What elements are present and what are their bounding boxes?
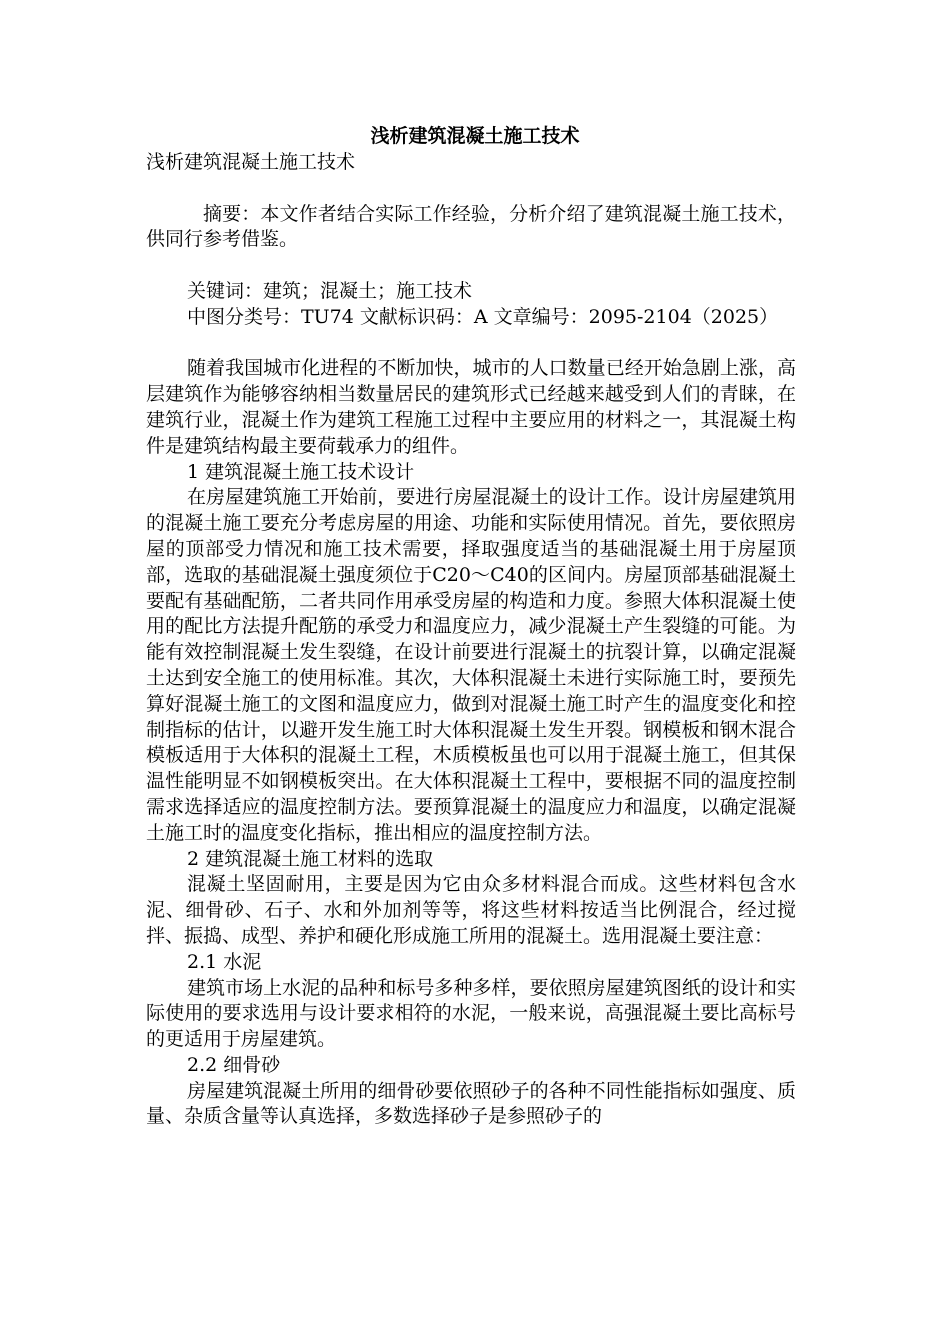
paragraph-section-2: 混凝土坚固耐用，主要是因为它由众多材料混合而成。这些材料包含水泥、细骨砂、石子、水和外加剂等等，将这些材料按适当比例混合，经过搅拌、振捣、成型、养护和硬化形成施工所用的混凝土。选用混凝土要注意： xyxy=(146,873,796,947)
subsection-heading-2-1: 2.1 水泥 xyxy=(187,950,262,973)
spacer xyxy=(146,176,796,202)
classification-line: 中图分类号：TU74 文献标识码：A 文章编号：2095-2104（2025） xyxy=(187,305,779,328)
paragraph-section-1: 在房屋建筑施工开始前，要进行房屋混凝土的设计工作。设计房屋建筑用的混凝土施工要充分考虑房屋的用途、功能和实际使用情况。首先，要依照房屋的顶部受力情况和施工技术需要，择取强度适当的基础混凝土用于房屋顶部，选取的基础混凝土强度须位于C20～C40的区间内。房屋顶部基础混凝土要配有基础配筋，二者共同作用承受房屋的构造和力度。参照大体积混凝土使用的配比方法提升配筋的承受力和温度应力，减少混凝土产生裂缝的可能。为能有效控制混凝土发生裂缝，在设计前要进行混凝土的抗裂计算，以确定混凝土达到安全施工的使用标准。其次，大体积混凝土未进行实际施工时，要预先算好混凝土施工的文图和温度应力，做到对混凝土施工时产生的温度变化和控制指标的估计，以避开发生施工时大体积混凝土发生开裂。钢模板和钢木混合模板适用于大体积的混凝土工程，木质模板虽也可以用于混凝土施工，但其保温性能明显不如钢模板突出。在大体积混凝土工程中，要根据不同的温度控制需求选择适应的温度控制方法。要预算混凝土的温度应力和温度，以确定混凝土施工时的温度变化指标，推出相应的温度控制方法。 xyxy=(146,486,796,844)
paragraph-cement: 建筑市场上水泥的品种和标号多种多样，要依照房屋建筑图纸的设计和实际使用的要求选用与设计要求相符的水泥，一般来说，高强混凝土要比高标号的更适用于房屋建筑。 xyxy=(146,976,796,1051)
spacer xyxy=(146,331,796,357)
document-subtitle: 浅析建筑混凝土施工技术 xyxy=(146,151,356,173)
section-heading-1: 1 建筑混凝土施工技术设计 xyxy=(187,460,415,483)
abstract: 摘要：本文作者结合实际工作经验，分析介绍了建筑混凝土施工技术，供同行参考借鉴。 xyxy=(146,202,796,251)
spacer xyxy=(146,253,796,279)
document-title: 浅析建筑混凝土施工技术 xyxy=(370,125,580,147)
document-body xyxy=(146,150,796,1130)
paragraph-intro: 随着我国城市化进程的不断加快，城市的人口数量已经开始急剧上涨，高层建筑作为能够容纳相当数量居民的建筑形式已经越来越受到人们的青睐，在建筑行业，混凝土作为建筑工程施工过程中主要应用的材料之一，其混凝土构件是建筑结构最主要荷载承力的组件。 xyxy=(146,357,796,457)
keywords: 关键词：建筑；混凝土；施工技术 xyxy=(187,279,473,302)
paragraph-fine-sand: 房屋建筑混凝土所用的细骨砂要依照砂子的各种不同性能指标如强度、质量、杂质含量等认真选择，多数选择砂子是参照砂子的 xyxy=(146,1079,796,1128)
subsection-heading-2-2: 2.2 细骨砂 xyxy=(187,1053,281,1076)
section-heading-2: 2 建筑混凝土施工材料的选取 xyxy=(187,847,434,870)
